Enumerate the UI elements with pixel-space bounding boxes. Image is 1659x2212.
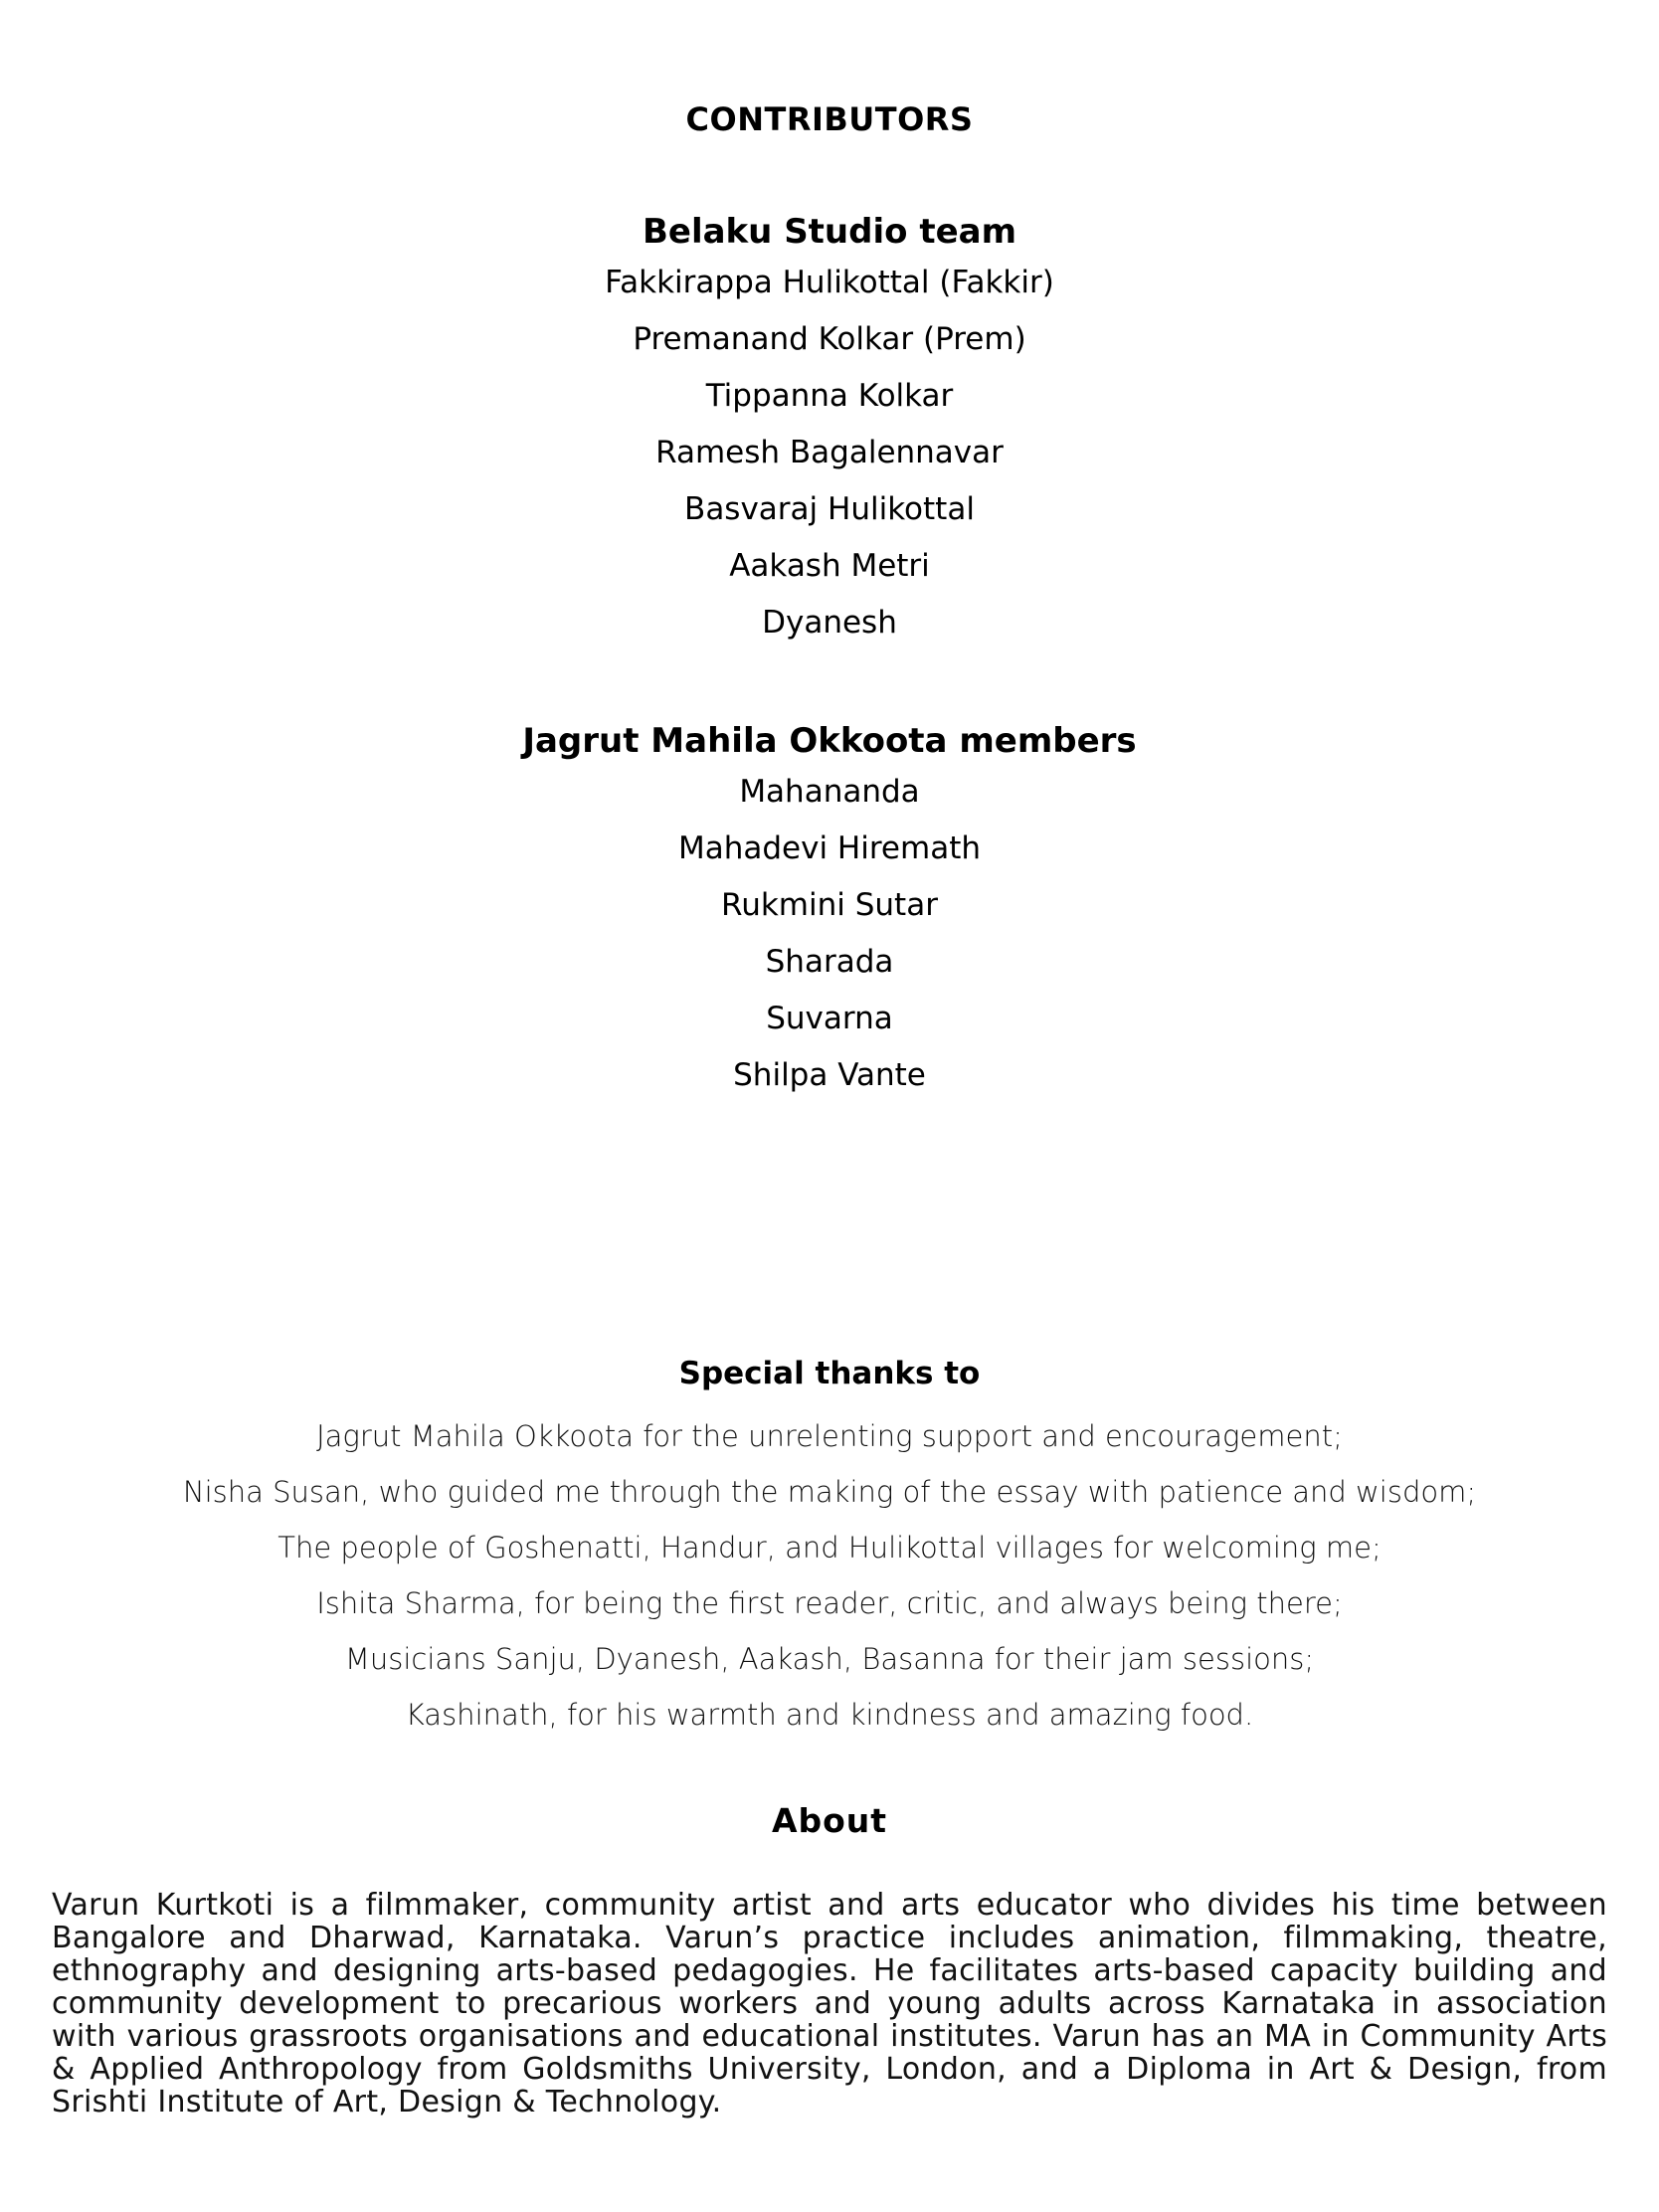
about-paragraph: Varun Kurtkoti is a filmmaker, community artist and arts educator who divides his time between Bangalore and Dharwad, Karnataka. Varun’s practice includes animation, filmmaking, theatre, ethnography and designing arts-based pedagogies. He facilitates arts-based capacity building and community development to precarious workers and young adults across Karnataka in association with various grassroots organisations and educational institutes. Varun has an MA in Community Arts & Applied Anthropology from Goldsmiths University, London, and a Diploma in Art & Design, from Srishti Institute of Art, Design & Technology. (52, 1888, 1607, 2120)
about-heading: About (771, 1801, 888, 1840)
special-thanks-section (0, 1353, 1659, 1743)
thanks-line: Ishita Sharma, for being the first reader, critic, and always being there; (316, 1586, 1343, 1620)
member-name: Tippanna Kolkar (705, 378, 954, 414)
member-name: Shilpa Vante (733, 1057, 926, 1093)
thanks-line: Jagrut Mahila Okkoota for the unrelenting support and encouragement; (316, 1419, 1343, 1453)
member-name: Mahananda (739, 774, 920, 810)
belaku-studio-section (0, 209, 1659, 651)
member-name: Fakkirappa Hulikottal (Fakkir) (605, 265, 1054, 300)
special-thanks-list (0, 1408, 1659, 1743)
member-name: Rukmini Sutar (721, 887, 938, 923)
thanks-line: Musicians Sanju, Dyanesh, Aakash, Basanna for their jam sessions; (344, 1642, 1315, 1676)
member-name: Mahadevi Hiremath (677, 830, 981, 866)
page-title: CONTRIBUTORS (685, 100, 974, 138)
thanks-line: The people of Goshenatti, Handur, and Hulikottal villages for welcoming me; (277, 1531, 1382, 1565)
member-name: Ramesh Bagalennavar (655, 435, 1004, 470)
jagrut-mahila-member-list (0, 764, 1659, 1104)
member-name: Dyanesh (762, 605, 897, 641)
member-name: Basvaraj Hulikottal (684, 491, 975, 527)
jagrut-mahila-heading: Jagrut Mahila Okkoota members (522, 721, 1137, 761)
belaku-studio-member-list (0, 255, 1659, 651)
member-name: Sharada (765, 944, 894, 980)
jagrut-mahila-section (0, 718, 1659, 1104)
thanks-line: Kashinath, for his warmth and kindness and amazing food. (405, 1698, 1254, 1732)
member-name: Premanand Kolkar (Prem) (633, 321, 1026, 357)
belaku-studio-heading: Belaku Studio team (642, 212, 1017, 252)
member-name: Aakash Metri (729, 548, 930, 584)
special-thanks-heading: Special thanks to (678, 1356, 981, 1391)
thanks-line: Nisha Susan, who guided me through the making of the essay with patience and wisdom; (182, 1475, 1477, 1509)
member-name: Suvarna (766, 1001, 893, 1036)
